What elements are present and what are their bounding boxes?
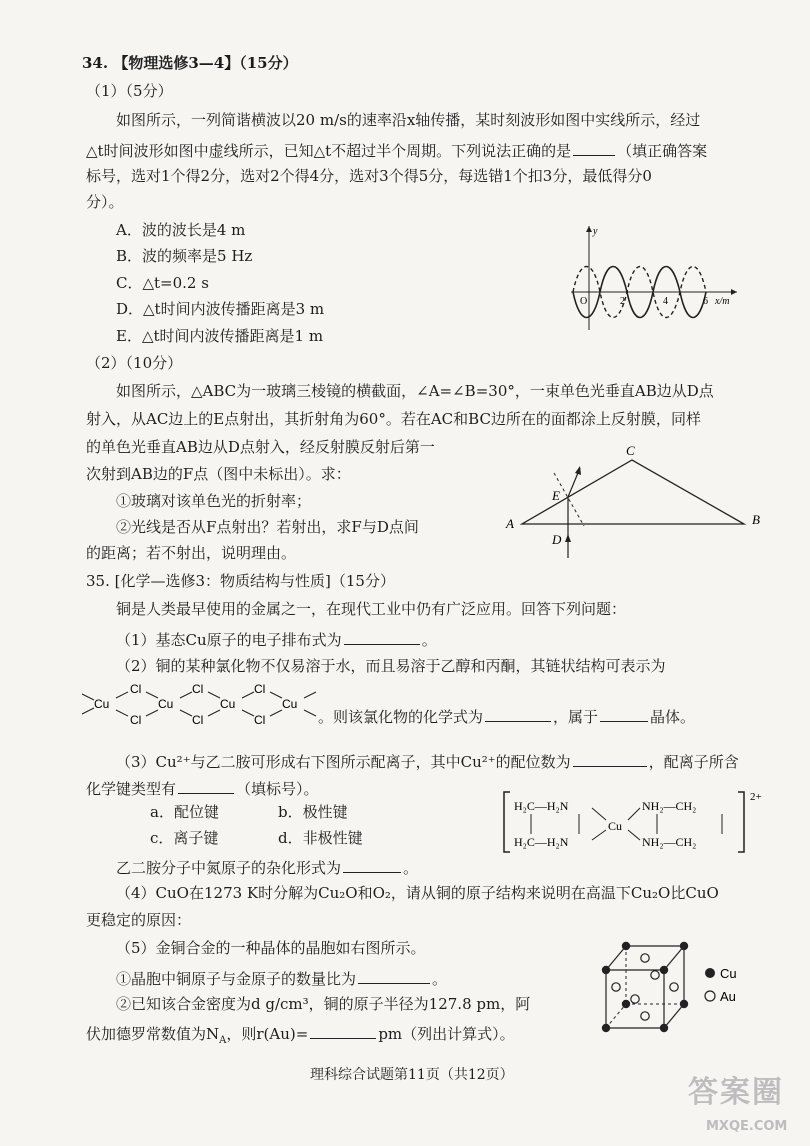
chain-bond	[180, 710, 192, 716]
q35-s1b: 。	[421, 631, 437, 649]
incident-arrow	[565, 534, 571, 542]
q34-p2-line1: 如图所示，△ABC为一玻璃三棱镜的横截面，∠A=∠B=30°，一束单色光垂直AB边从D点	[116, 382, 714, 400]
q35-intro: 铜是人类最早使用的金属之一，在现代工业中仍有广泛应用。回答下列问题：	[116, 600, 627, 618]
legend-au-marker	[705, 991, 715, 1001]
au-atom	[651, 971, 659, 979]
tick-6: 6	[703, 296, 708, 307]
cu-atom	[622, 1000, 630, 1008]
q34-p1-line2	[86, 141, 707, 159]
chain-bond	[116, 710, 128, 716]
x-axis-arrow	[731, 289, 737, 295]
q34-p1-line2a: △t时间波形如图中虚线所示，已知△t不超过半个周期。下列说法正确的是	[86, 142, 572, 160]
legend-cu-marker	[705, 968, 715, 978]
ligand-left-bottom: H₂C—H₂N	[514, 835, 569, 849]
left-bracket	[504, 792, 510, 852]
chain-bond	[82, 708, 94, 714]
q34-p2-line2: 射入，从AC边上的E点射出，其折射角为60°。若在AC和BC边所在的面都涂上反射膜，同样	[86, 410, 701, 428]
answer-blank[interactable]	[178, 779, 234, 794]
x-label: x/m	[715, 296, 730, 307]
q35-s3-line3	[116, 858, 418, 876]
chain-bond	[146, 710, 158, 716]
au-atom	[631, 995, 639, 1003]
au-atom	[670, 983, 678, 991]
q34-p2-line3: 的单色光垂直AB边从D点射入，经反射膜反射后第一	[86, 438, 435, 456]
right-bracket	[738, 792, 744, 852]
chain-bond	[146, 692, 158, 698]
option-e: E．△t时间内波传播距离是1 m	[116, 327, 324, 345]
chain-bond	[270, 710, 282, 716]
y-label: y	[593, 226, 598, 237]
au-atom	[641, 1012, 649, 1020]
unit-cell-figure	[586, 932, 756, 1038]
chain-bond	[270, 692, 282, 698]
cu-atom-3: Cu	[220, 697, 236, 711]
cu-center: Cu	[608, 819, 623, 833]
legend-au-label: Au	[720, 989, 736, 1004]
cl-atom: Cl	[130, 682, 142, 696]
q35-s3-line1	[116, 752, 739, 770]
cu-atom	[602, 1024, 610, 1032]
q35-s2-after-b: ，属于	[553, 708, 599, 726]
q34-p1-line2b: （填正确答案	[617, 142, 708, 160]
q34-part1-label: （1）（5分）	[86, 82, 173, 100]
option-d: D．△t时间内波传播距离是3 m	[116, 300, 325, 318]
y-axis-arrow	[586, 226, 592, 232]
coord-bond	[628, 830, 640, 840]
chain-bond	[116, 692, 128, 698]
cu-atom	[680, 942, 688, 950]
option-c: C．△t=0.2 s	[116, 274, 209, 292]
label-a: A	[506, 516, 514, 531]
watermark-sub: MXQE.COM	[706, 1119, 788, 1134]
prism-figure	[500, 440, 780, 562]
q35-s1a: （1）基态Cu原子的电子排布式为	[116, 631, 342, 649]
cell-edge	[664, 946, 684, 970]
q35-s5-line2a: ①晶胞中铜原子与金原子的数量比为	[116, 970, 357, 988]
legend-cu-label: Cu	[720, 966, 737, 981]
q35-s4-line1: （4）CuO在1273 K时分解为Cu₂O和O₂，请从铜的原子结构来说明在高温下Cu₂O比CuO	[116, 884, 719, 902]
cu-atom-2: Cu	[158, 697, 174, 711]
q35-s5-line1: （5）金铜合金的一种晶体的晶胞如右图所示。	[116, 939, 426, 957]
coord-bond	[592, 808, 606, 820]
cell-edge	[664, 1004, 684, 1028]
s3-option-b: b．极性键	[278, 803, 348, 821]
chain-bond	[304, 692, 316, 698]
q35-s5-line4a: 伏加德罗常数值为N	[86, 1025, 220, 1043]
q34-p2-q2: ②光线是否从F点射出？若射出，求F与D点间	[116, 518, 419, 536]
origin-label: O	[580, 296, 588, 307]
cu-atom	[622, 942, 630, 950]
cu-atom	[680, 1000, 688, 1008]
answer-blank[interactable]	[573, 752, 647, 767]
q34-p1-line4: 分）。	[86, 193, 124, 211]
ligand-right-top: NH₂—CH₂	[642, 799, 697, 813]
face-atoms-au	[612, 954, 678, 1020]
q35-s5-line3: ②已知该合金密度为d g/cm³，铜的原子半径为127.8 pm，阿	[116, 995, 531, 1013]
chain-bond	[304, 710, 316, 716]
q35-header: 35. [化学—选修3：物质结构与性质]（15分）	[86, 572, 395, 590]
q35-s3-line1a: （3）Cu²⁺与乙二胺可形成右下图所示配离子，其中Cu²⁺的配位数为	[116, 753, 571, 771]
q35-s5-line2b: 。	[432, 970, 448, 988]
answer-blank[interactable]	[343, 858, 401, 873]
chain-bond	[180, 692, 192, 698]
q35-s5-line4b: ，则r(Au)=	[226, 1025, 309, 1043]
chain-bond	[208, 710, 220, 716]
cu-atom	[660, 1024, 668, 1032]
q34-p1-line1: 如图所示，一列简谐横波以20 m/s的速率沿x轴传播，某时刻波形如图中实线所示，经过	[116, 111, 701, 129]
answer-blank[interactable]	[344, 630, 420, 645]
cl-atom: Cl	[254, 682, 266, 696]
q35-s4-line2: 更稳定的原因：	[86, 911, 192, 929]
label-b: B	[752, 512, 760, 527]
option-a: A．波的波长是4 m	[116, 221, 246, 239]
cl-atom: Cl	[192, 713, 204, 727]
label-d: D	[552, 532, 562, 547]
chain-bond	[82, 694, 94, 700]
q35-s2-line1: （2）铜的某种氯化物不仅易溶于水，而且易溶于乙醇和丙酮，其链状结构可表示为	[116, 657, 666, 675]
ion-charge: 2+	[750, 791, 762, 803]
q35-s3-line3b: 。	[403, 859, 419, 877]
hidden-edge	[606, 1004, 626, 1028]
chain-bond	[208, 692, 220, 698]
q34-part2-label: （2）（10分）	[86, 354, 183, 372]
coord-bond	[592, 830, 606, 840]
answer-blank[interactable]	[485, 707, 551, 722]
s3-option-d: d．非极性键	[278, 829, 363, 847]
answer-blank[interactable]	[310, 1024, 376, 1039]
tick-2: 2	[620, 296, 625, 307]
q34-p2-line4: 次射到AB边的F点（图中未标出）。求：	[86, 465, 351, 483]
ligand-left-top: H₂C—H₂N	[514, 799, 569, 813]
q35-s3-line1b: ，配离子所含	[648, 753, 739, 771]
option-b: B．波的频率是5 Hz	[116, 247, 253, 265]
q35-s5-line4-sub: A	[219, 1035, 227, 1046]
q34-p2-q1: ①玻璃对该单色光的折射率；	[116, 492, 312, 510]
q35-s1	[116, 630, 437, 648]
ligand-right-bottom: NH₂—CH₂	[642, 835, 697, 849]
answer-blank[interactable]	[573, 141, 615, 156]
cell-edge	[606, 946, 626, 970]
answer-blank[interactable]	[600, 707, 648, 722]
chloride-chain-figure	[78, 680, 326, 728]
cu-atom-4: Cu	[282, 697, 298, 711]
q35-s5-line4c: pm（列出计算式）。	[378, 1025, 515, 1043]
q35-s5-line4	[86, 1024, 515, 1046]
cu-atom	[602, 966, 610, 974]
cu-atom-1: Cu	[94, 697, 110, 711]
page-footer: 理科综合试题第11页（共12页）	[310, 1067, 514, 1083]
q34-header: 34. 【物理选修3—4】（15分）	[82, 54, 298, 72]
q35-s3-line2b: （填标号）。	[236, 780, 319, 798]
label-e: E	[552, 488, 560, 503]
answer-blank[interactable]	[358, 969, 430, 984]
q35-s5-line2	[116, 969, 447, 987]
q35-s3-line2	[86, 779, 319, 797]
q35-s2-after	[318, 707, 695, 725]
s3-option-a: a．配位键	[150, 803, 219, 821]
chain-bond	[242, 710, 254, 716]
q34-p1-line3: 标号，选对1个得2分，选对2个得4分，选对3个得5分，每选错1个扣3分，最低得分0	[86, 167, 652, 185]
cl-atom: Cl	[130, 713, 142, 727]
au-atom	[612, 983, 620, 991]
label-c: C	[626, 443, 635, 458]
q35-s3-line2a: 化学键类型有	[86, 780, 177, 798]
cu-atom	[660, 966, 668, 974]
cl-atom: Cl	[192, 682, 204, 696]
s3-option-c: c．离子键	[150, 829, 219, 847]
refracted-arrow	[575, 466, 581, 475]
au-atom	[641, 954, 649, 962]
wave-figure	[565, 222, 745, 332]
chain-bond	[242, 692, 254, 698]
watermark-main: 答案圈	[688, 1075, 784, 1110]
complex-ion-figure	[500, 786, 790, 858]
cl-atom: Cl	[254, 713, 266, 727]
tick-4: 4	[663, 296, 668, 307]
q35-s3-line3a: 乙二胺分子中氮原子的杂化形式为	[116, 859, 342, 877]
coord-bond	[628, 808, 640, 820]
q34-p2-q2b: 的距离；若不射出，说明理由。	[86, 544, 297, 562]
q35-s2-after-a: 。则该氯化物的化学式为	[318, 708, 484, 726]
q35-s2-after-c: 晶体。	[650, 708, 696, 726]
